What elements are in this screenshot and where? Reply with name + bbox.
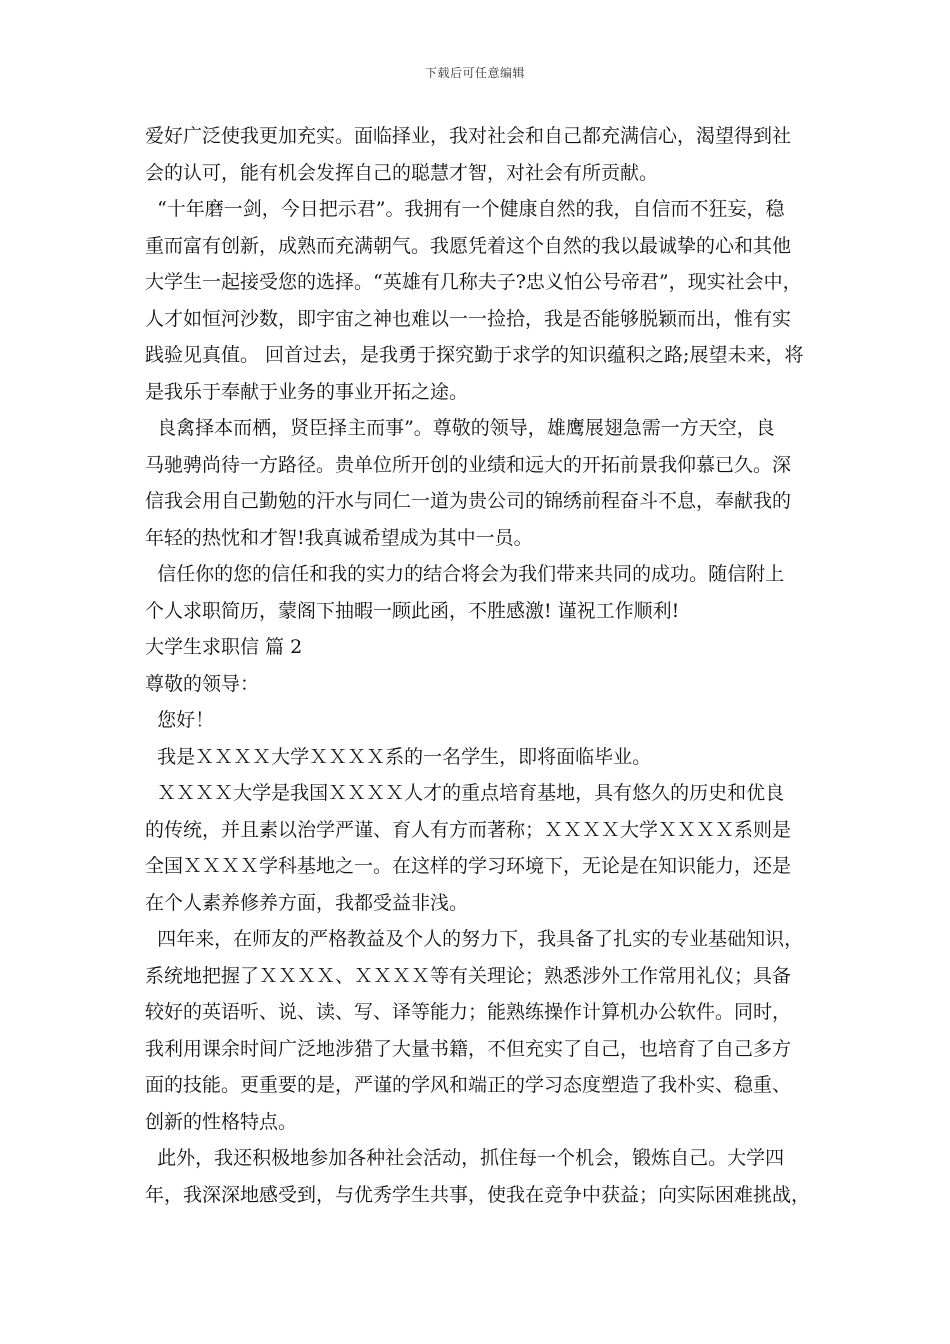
text-line: 信任你的您的信任和我的实力的结合将会为我们带来共同的成功。随信附上 — [145, 563, 785, 585]
text-line: 您好！ — [145, 709, 215, 731]
document-body — [145, 118, 825, 1213]
text-line: 较好的英语听、说、读、写、译等能力；能熟练操作计算机办公软件。同时， — [145, 1001, 792, 1023]
text-line: 个人求职简历，蒙阁下抽暇一顾此函，不胜感激! 谨祝工作顺利! — [145, 599, 680, 622]
text-line: 践验见真值。 回首过去，是我勇于探究勤于求学的知识蕴积之路;展望未来，将 — [145, 344, 804, 366]
text-line: 马驰骋尚待一方路径。贵单位所开创的业绩和远大的开拓前景我仰慕已久。深 — [145, 453, 792, 476]
text-line: 大学生一起接受您的选择。“英雄有几称夫子?忠义怕公号帝君”，现实社会中， — [145, 271, 802, 293]
text-line: 人才如恒河沙数，即宇宙之神也难以一一捡拾，我是否能够脱颖而出，惟有实 — [145, 307, 792, 330]
text-line: 大学生求职信 篇 2 — [145, 636, 303, 658]
text-line: 在个人素养修养方面，我都受益非浅。 — [145, 891, 469, 914]
text-line: 面的技能。更重要的是，严谨的学风和端正的学习态度塑造了我朴实、稳重、 — [145, 1074, 792, 1096]
text-line: 年，我深深地感受到，与优秀学生共事，使我在竞争中获益；向实际困难挑战， — [145, 1183, 811, 1206]
text-line: 的传统，并且素以治学严谨、育人有方而著称；ＸＸＸＸ大学ＸＸＸＸ系则是 — [145, 818, 792, 841]
text-line: 良禽择本而栖，贤臣择主而事”。尊敬的领导，雄鹰展翅急需一方天空，良 — [145, 417, 775, 439]
text-line: “十年磨一剑，今日把示君”。我拥有一个健康自然的我，自信而不狂妄，稳 — [145, 198, 785, 220]
text-line: 我是ＸＸＸＸ大学ＸＸＸＸ系的一名学生，即将面临毕业。 — [145, 745, 652, 768]
text-line: 会的认可，能有机会发挥自己的聪慧才智，对社会有所贡献。 — [145, 161, 659, 184]
text-line: 全国ＸＸＸＸ学科基地之一。在这样的学习环境下，无论是在知识能力，还是 — [145, 855, 792, 877]
text-line: ＸＸＸＸ大学是我国ＸＸＸＸ人才的重点培育基地，具有悠久的历史和优良 — [145, 782, 785, 804]
page-header: 下载后可任意编辑 — [424, 66, 525, 80]
text-line: 爱好广泛使我更加充实。面临择业，我对社会和自己都充满信心，渴望得到社 — [145, 125, 792, 147]
text-line: 四年来，在师友的严格教益及个人的努力下，我具备了扎实的专业基础知识， — [145, 928, 804, 950]
text-line: 系统地把握了ＸＸＸＸ、ＸＸＸＸ等有关理论；熟悉涉外工作常用礼仪；具备 — [145, 964, 792, 987]
text-line: 尊敬的领导： — [145, 672, 260, 695]
text-line: 信我会用自己勤勉的汗水与同仁一道为贵公司的锦绣前程奋斗不息，奉献我的 — [145, 490, 792, 512]
text-line: 此外，我还积极地参加各种社会活动，抓住每一个机会，锻炼自己。大学四 — [145, 1147, 785, 1169]
text-line: 是我乐于奉献于业务的事业开拓之途。 — [145, 380, 469, 403]
text-line: 重而富有创新，成熟而充满朝气。我愿凭着这个自然的我以最诚挚的心和其他 — [145, 234, 792, 257]
text-line: 年轻的热忱和才智!我真诚希望成为其中一员。 — [145, 526, 533, 549]
text-line: 创新的性格特点。 — [145, 1110, 298, 1133]
text-line: 我利用课余时间广泛地涉猎了大量书籍，不但充实了自己，也培育了自己多方 — [145, 1037, 792, 1060]
